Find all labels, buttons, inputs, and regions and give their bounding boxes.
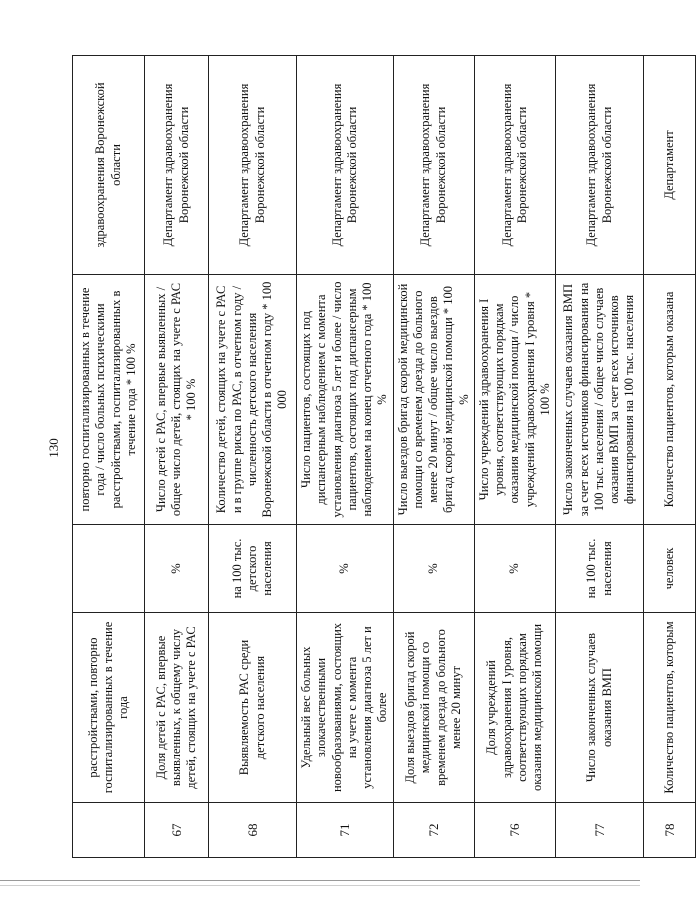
formula: Число детей с РАС, впервые выявленных / общее число детей, стоящих на учете с РАС * 100 % (145, 275, 209, 525)
source: здравоохранения Воронежской области (73, 56, 145, 275)
formula: Число законченных случаев оказания ВМП за счет всех источников финансирования на 100 тыс. населения / общее число случаев оказания ВМП за счет всех источников финансирования на 100 тыс. населения (556, 275, 644, 525)
indicator-name: Удельный вес больных злокачественными новообразованиями, состоящих на учете с момента установления диагноза 5 лет и более (297, 613, 394, 803)
row-number: 76 (474, 803, 555, 858)
formula: Число пациентов, состоящих под диспансерным наблюдением с момента установления диагноза 5 лет и более / число пациентов, состоящих под диспансерным наблюдением на конец отчетного года * 100 % (297, 275, 394, 525)
formula: Количество детей, стоящих на учете с РАС и в группе риска по РАС, в отчетном году / численность детского населения Воронежской области в отчетном году * 100 000 (209, 275, 297, 525)
row-number: 71 (297, 803, 394, 858)
row-number: 77 (556, 803, 644, 858)
indicator-name: Выявляемость РАС среди детского населения (209, 613, 297, 803)
row-number (73, 803, 145, 858)
table-row (474, 56, 555, 858)
row-number: 67 (145, 803, 209, 858)
table-row (393, 56, 474, 858)
source: Департамент здравоохранения Воронежской области (393, 56, 474, 275)
table-row (145, 56, 209, 858)
source: Департамент здравоохранения Воронежской области (556, 56, 644, 275)
table-row (297, 56, 394, 858)
unit: % (393, 525, 474, 613)
unit: на 100 тыс. детского населения (209, 525, 297, 613)
source: Департамент здравоохранения Воронежской области (297, 56, 394, 275)
indicator-name: расстройствами, повторно госпитализированных в течение года (73, 613, 145, 803)
unit: % (297, 525, 394, 613)
formula: Число выездов бригад скорой медицинской помощи со временем доезда до больного менее 20 минут / общее число выездов бригад скорой медицинской помощи * 100 % (393, 275, 474, 525)
formula: Количество пациентов, которым оказана (644, 275, 696, 525)
table-row (556, 56, 644, 858)
formula: Число учреждений здравоохранения I уровня, соответствующих порядкам оказания медицинской помощи / число учреждений здравоохранения I уровня * 100 % (474, 275, 555, 525)
scan-edge-line (0, 885, 640, 886)
table-row (209, 56, 297, 858)
source: Департамент здравоохранения Воронежской области (145, 56, 209, 275)
indicator-name: Доля выездов бригад скорой медицинской помощи со временем доезда до больного менее 20 минут (393, 613, 474, 803)
indicators-table (72, 55, 696, 858)
unit: % (474, 525, 555, 613)
unit: человек (644, 525, 696, 613)
rotated-table-container (72, 56, 677, 858)
table-row (644, 56, 696, 858)
indicator-name: Число законченных случаев оказания ВМП (556, 613, 644, 803)
source: Департамент здравоохранения Воронежской области (209, 56, 297, 275)
unit: на 100 тыс. населения (556, 525, 644, 613)
indicator-name: Количество пациентов, которым (644, 613, 696, 803)
table-row (73, 56, 145, 858)
row-number: 68 (209, 803, 297, 858)
indicator-name: Доля учреждений здравоохранения I уровня, соответствующих порядкам оказания медицинской помощи (474, 613, 555, 803)
row-number: 72 (393, 803, 474, 858)
formula: повторно госпитализированных в течение года / число больных психическими расстройствами, госпитализированных в течение года * 100 % (73, 275, 145, 525)
row-number: 78 (644, 803, 696, 858)
unit: % (145, 525, 209, 613)
indicator-name: Доля детей с РАС, впервые выявленных, к общему числу детей, стоящих на учете с РАС (145, 613, 209, 803)
source: Департамент (644, 56, 696, 275)
unit (73, 525, 145, 613)
source: Департамент здравоохранения Воронежской области (474, 56, 555, 275)
scan-edge-line (0, 880, 640, 881)
page-number: 130 (46, 438, 61, 458)
